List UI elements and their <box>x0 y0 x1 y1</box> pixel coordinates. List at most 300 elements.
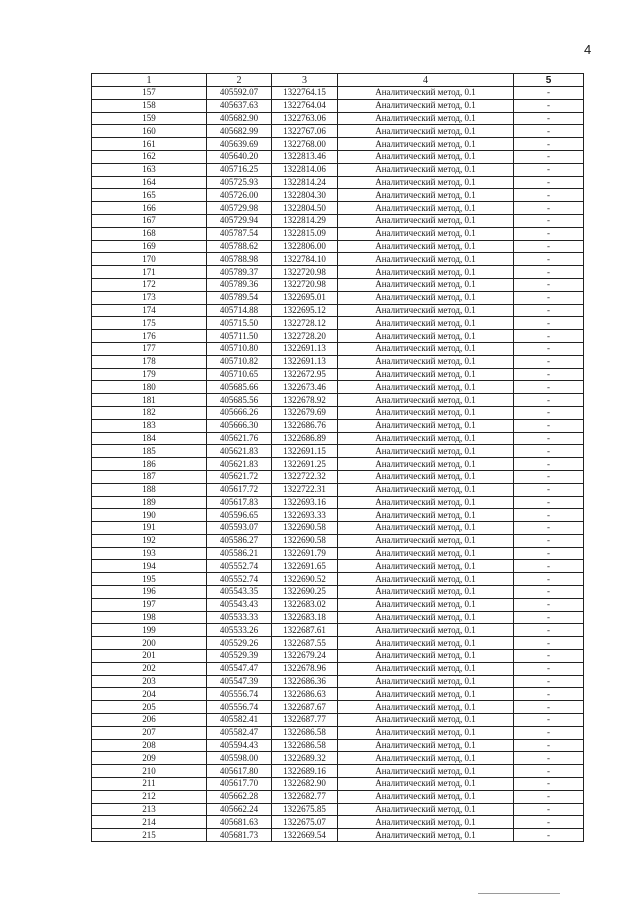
cell-y-coordinate: 1322764.15 <box>272 87 338 100</box>
cell-y-coordinate: 1322720.98 <box>272 266 338 279</box>
cell-y-coordinate: 1322686.89 <box>272 432 338 445</box>
cell-description: - <box>514 483 584 496</box>
cell-method: Аналитический метод, 0.1 <box>338 202 514 215</box>
table-row <box>92 496 584 509</box>
cell-method: Аналитический метод, 0.1 <box>338 406 514 419</box>
cell-x-coordinate: 405716.25 <box>207 163 272 176</box>
cell-point-number: 182 <box>92 406 207 419</box>
cell-x-coordinate: 405556.74 <box>207 701 272 714</box>
cell-description: - <box>514 778 584 791</box>
cell-y-coordinate: 1322814.29 <box>272 214 338 227</box>
table-row <box>92 202 584 215</box>
cell-x-coordinate: 405598.00 <box>207 752 272 765</box>
cell-point-number: 179 <box>92 368 207 381</box>
cell-method: Аналитический метод, 0.1 <box>338 675 514 688</box>
cell-x-coordinate: 405547.47 <box>207 662 272 675</box>
cell-description: - <box>514 381 584 394</box>
cell-point-number: 172 <box>92 278 207 291</box>
cell-description: - <box>514 112 584 125</box>
cell-description: - <box>514 662 584 675</box>
cell-y-coordinate: 1322678.92 <box>272 394 338 407</box>
cell-x-coordinate: 405729.98 <box>207 202 272 215</box>
cell-point-number: 171 <box>92 266 207 279</box>
cell-point-number: 194 <box>92 560 207 573</box>
cell-point-number: 197 <box>92 598 207 611</box>
cell-point-number: 166 <box>92 202 207 215</box>
table-row <box>92 688 584 701</box>
cell-method: Аналитический метод, 0.1 <box>338 662 514 675</box>
cell-point-number: 207 <box>92 726 207 739</box>
cell-point-number: 187 <box>92 470 207 483</box>
cell-y-coordinate: 1322720.98 <box>272 278 338 291</box>
cell-y-coordinate: 1322682.77 <box>272 790 338 803</box>
cell-point-number: 215 <box>92 829 207 842</box>
cell-x-coordinate: 405593.07 <box>207 522 272 535</box>
cell-method: Аналитический метод, 0.1 <box>338 483 514 496</box>
cell-point-number: 209 <box>92 752 207 765</box>
cell-method: Аналитический метод, 0.1 <box>338 624 514 637</box>
cell-y-coordinate: 1322814.06 <box>272 163 338 176</box>
cell-point-number: 176 <box>92 330 207 343</box>
cell-method: Аналитический метод, 0.1 <box>338 586 514 599</box>
cell-y-coordinate: 1322693.16 <box>272 496 338 509</box>
table-body <box>92 87 584 842</box>
cell-description: - <box>514 355 584 368</box>
cell-point-number: 163 <box>92 163 207 176</box>
cell-point-number: 213 <box>92 803 207 816</box>
cell-y-coordinate: 1322675.85 <box>272 803 338 816</box>
table-row <box>92 662 584 675</box>
cell-x-coordinate: 405617.70 <box>207 778 272 791</box>
cell-description: - <box>514 214 584 227</box>
cell-method: Аналитический метод, 0.1 <box>338 522 514 535</box>
cell-point-number: 185 <box>92 445 207 458</box>
table-row <box>92 381 584 394</box>
cell-y-coordinate: 1322687.55 <box>272 637 338 650</box>
cell-description: - <box>514 701 584 714</box>
cell-point-number: 161 <box>92 138 207 151</box>
cell-point-number: 180 <box>92 381 207 394</box>
cell-x-coordinate: 405729.94 <box>207 214 272 227</box>
cell-y-coordinate: 1322672.95 <box>272 368 338 381</box>
cell-method: Аналитический метод, 0.1 <box>338 688 514 701</box>
cell-x-coordinate: 405788.98 <box>207 253 272 266</box>
cell-method: Аналитический метод, 0.1 <box>338 790 514 803</box>
cell-x-coordinate: 405586.27 <box>207 534 272 547</box>
cell-x-coordinate: 405533.26 <box>207 624 272 637</box>
table-row <box>92 624 584 637</box>
cell-description: - <box>514 547 584 560</box>
cell-x-coordinate: 405788.62 <box>207 240 272 253</box>
table-row <box>92 227 584 240</box>
cell-y-coordinate: 1322691.25 <box>272 458 338 471</box>
cell-point-number: 214 <box>92 816 207 829</box>
cell-description: - <box>514 470 584 483</box>
cell-y-coordinate: 1322691.13 <box>272 355 338 368</box>
cell-method: Аналитический метод, 0.1 <box>338 470 514 483</box>
cell-method: Аналитический метод, 0.1 <box>338 458 514 471</box>
cell-x-coordinate: 405666.30 <box>207 419 272 432</box>
cell-y-coordinate: 1322689.16 <box>272 765 338 778</box>
cell-description: - <box>514 432 584 445</box>
cell-point-number: 192 <box>92 534 207 547</box>
cell-description: - <box>514 573 584 586</box>
cell-point-number: 186 <box>92 458 207 471</box>
cell-description: - <box>514 598 584 611</box>
cell-method: Аналитический метод, 0.1 <box>338 138 514 151</box>
cell-x-coordinate: 405543.43 <box>207 598 272 611</box>
cell-x-coordinate: 405552.74 <box>207 560 272 573</box>
cell-y-coordinate: 1322669.54 <box>272 829 338 842</box>
cell-y-coordinate: 1322686.36 <box>272 675 338 688</box>
cell-x-coordinate: 405710.82 <box>207 355 272 368</box>
cell-x-coordinate: 405711.50 <box>207 330 272 343</box>
cell-description: - <box>514 99 584 112</box>
cell-point-number: 174 <box>92 304 207 317</box>
cell-method: Аналитический метод, 0.1 <box>338 816 514 829</box>
cell-method: Аналитический метод, 0.1 <box>338 739 514 752</box>
cell-point-number: 189 <box>92 496 207 509</box>
cell-point-number: 195 <box>92 573 207 586</box>
cell-y-coordinate: 1322806.00 <box>272 240 338 253</box>
cell-description: - <box>514 138 584 151</box>
cell-method: Аналитический метод, 0.1 <box>338 394 514 407</box>
cell-description: - <box>514 522 584 535</box>
table-row <box>92 790 584 803</box>
cell-description: - <box>514 342 584 355</box>
cell-point-number: 173 <box>92 291 207 304</box>
cell-method: Аналитический метод, 0.1 <box>338 125 514 138</box>
cell-description: - <box>514 790 584 803</box>
cell-method: Аналитический метод, 0.1 <box>338 637 514 650</box>
table-row <box>92 355 584 368</box>
cell-point-number: 184 <box>92 432 207 445</box>
cell-description: - <box>514 304 584 317</box>
header-row <box>92 74 584 87</box>
cell-description: - <box>514 240 584 253</box>
cell-method: Аналитический метод, 0.1 <box>338 803 514 816</box>
cell-y-coordinate: 1322675.07 <box>272 816 338 829</box>
cell-point-number: 167 <box>92 214 207 227</box>
cell-method: Аналитический метод, 0.1 <box>338 368 514 381</box>
table-row <box>92 598 584 611</box>
cell-point-number: 159 <box>92 112 207 125</box>
table-row <box>92 650 584 663</box>
cell-method: Аналитический метод, 0.1 <box>338 547 514 560</box>
cell-x-coordinate: 405789.54 <box>207 291 272 304</box>
cell-description: - <box>514 291 584 304</box>
cell-y-coordinate: 1322683.18 <box>272 611 338 624</box>
cell-y-coordinate: 1322690.58 <box>272 534 338 547</box>
cell-method: Аналитический метод, 0.1 <box>338 573 514 586</box>
table-row <box>92 726 584 739</box>
table-row <box>92 330 584 343</box>
cell-description: - <box>514 726 584 739</box>
table-row <box>92 509 584 522</box>
cell-y-coordinate: 1322686.63 <box>272 688 338 701</box>
cell-method: Аналитический метод, 0.1 <box>338 778 514 791</box>
cell-y-coordinate: 1322686.76 <box>272 419 338 432</box>
cell-method: Аналитический метод, 0.1 <box>338 304 514 317</box>
cell-x-coordinate: 405582.41 <box>207 714 272 727</box>
cell-point-number: 193 <box>92 547 207 560</box>
cell-point-number: 177 <box>92 342 207 355</box>
cell-method: Аналитический метод, 0.1 <box>338 240 514 253</box>
cell-method: Аналитический метод, 0.1 <box>338 445 514 458</box>
cell-method: Аналитический метод, 0.1 <box>338 560 514 573</box>
cell-point-number: 206 <box>92 714 207 727</box>
table-row <box>92 714 584 727</box>
cell-y-coordinate: 1322673.46 <box>272 381 338 394</box>
cell-method: Аналитический метод, 0.1 <box>338 432 514 445</box>
table-row <box>92 406 584 419</box>
cell-point-number: 200 <box>92 637 207 650</box>
table-row <box>92 547 584 560</box>
table-row <box>92 99 584 112</box>
cell-description: - <box>514 765 584 778</box>
cell-x-coordinate: 405596.65 <box>207 509 272 522</box>
table-row <box>92 278 584 291</box>
cell-method: Аналитический метод, 0.1 <box>338 330 514 343</box>
cell-x-coordinate: 405621.83 <box>207 458 272 471</box>
table-row <box>92 637 584 650</box>
cell-point-number: 175 <box>92 317 207 330</box>
table-row <box>92 803 584 816</box>
table-row <box>92 291 584 304</box>
cell-x-coordinate: 405714.88 <box>207 304 272 317</box>
cell-method: Аналитический метод, 0.1 <box>338 714 514 727</box>
cell-description: - <box>514 394 584 407</box>
cell-x-coordinate: 405556.74 <box>207 688 272 701</box>
table-row <box>92 701 584 714</box>
cell-y-coordinate: 1322687.77 <box>272 714 338 727</box>
table-row <box>92 458 584 471</box>
cell-method: Аналитический метод, 0.1 <box>338 163 514 176</box>
cell-x-coordinate: 405621.72 <box>207 470 272 483</box>
cell-method: Аналитический метод, 0.1 <box>338 381 514 394</box>
table-row <box>92 432 584 445</box>
cell-y-coordinate: 1322687.61 <box>272 624 338 637</box>
cell-method: Аналитический метод, 0.1 <box>338 176 514 189</box>
cell-method: Аналитический метод, 0.1 <box>338 752 514 765</box>
cell-x-coordinate: 405543.35 <box>207 586 272 599</box>
cell-x-coordinate: 405617.80 <box>207 765 272 778</box>
cell-description: - <box>514 803 584 816</box>
cell-y-coordinate: 1322804.30 <box>272 189 338 202</box>
cell-x-coordinate: 405666.26 <box>207 406 272 419</box>
cell-y-coordinate: 1322768.00 <box>272 138 338 151</box>
cell-method: Аналитический метод, 0.1 <box>338 317 514 330</box>
cell-point-number: 188 <box>92 483 207 496</box>
cell-point-number: 164 <box>92 176 207 189</box>
cell-point-number: 157 <box>92 87 207 100</box>
cell-x-coordinate: 405529.39 <box>207 650 272 663</box>
cell-y-coordinate: 1322691.79 <box>272 547 338 560</box>
cell-x-coordinate: 405637.63 <box>207 99 272 112</box>
cell-y-coordinate: 1322722.32 <box>272 470 338 483</box>
table-row <box>92 739 584 752</box>
cell-point-number: 160 <box>92 125 207 138</box>
cell-description: - <box>514 816 584 829</box>
page-number: 4 <box>584 42 592 57</box>
cell-x-coordinate: 405586.21 <box>207 547 272 560</box>
table-row <box>92 611 584 624</box>
cell-method: Аналитический метод, 0.1 <box>338 534 514 547</box>
cell-method: Аналитический метод, 0.1 <box>338 765 514 778</box>
cell-x-coordinate: 405789.37 <box>207 266 272 279</box>
cell-x-coordinate: 405662.24 <box>207 803 272 816</box>
cell-x-coordinate: 405639.69 <box>207 138 272 151</box>
cell-method: Аналитический метод, 0.1 <box>338 701 514 714</box>
cell-point-number: 196 <box>92 586 207 599</box>
cell-x-coordinate: 405640.20 <box>207 150 272 163</box>
cell-x-coordinate: 405787.54 <box>207 227 272 240</box>
table-row <box>92 534 584 547</box>
cell-description: - <box>514 688 584 701</box>
cell-x-coordinate: 405621.76 <box>207 432 272 445</box>
cell-description: - <box>514 266 584 279</box>
cell-method: Аналитический метод, 0.1 <box>338 650 514 663</box>
cell-description: - <box>514 176 584 189</box>
cell-point-number: 205 <box>92 701 207 714</box>
cell-y-coordinate: 1322678.96 <box>272 662 338 675</box>
cell-y-coordinate: 1322679.69 <box>272 406 338 419</box>
cell-description: - <box>514 406 584 419</box>
cell-y-coordinate: 1322814.24 <box>272 176 338 189</box>
cell-description: - <box>514 586 584 599</box>
table-row <box>92 394 584 407</box>
cell-description: - <box>514 368 584 381</box>
cell-method: Аналитический метод, 0.1 <box>338 227 514 240</box>
cell-x-coordinate: 405617.72 <box>207 483 272 496</box>
cell-y-coordinate: 1322728.20 <box>272 330 338 343</box>
table-row <box>92 163 584 176</box>
cell-point-number: 204 <box>92 688 207 701</box>
cell-x-coordinate: 405710.65 <box>207 368 272 381</box>
cell-point-number: 170 <box>92 253 207 266</box>
cell-method: Аналитический метод, 0.1 <box>338 419 514 432</box>
cell-y-coordinate: 1322687.67 <box>272 701 338 714</box>
cell-point-number: 210 <box>92 765 207 778</box>
cell-description: - <box>514 611 584 624</box>
cell-x-coordinate: 405726.00 <box>207 189 272 202</box>
table-header <box>92 74 584 87</box>
cell-description: - <box>514 163 584 176</box>
cell-y-coordinate: 1322689.32 <box>272 752 338 765</box>
cell-description: - <box>514 752 584 765</box>
cell-y-coordinate: 1322682.90 <box>272 778 338 791</box>
cell-x-coordinate: 405685.66 <box>207 381 272 394</box>
header-point-number: 1 <box>92 74 207 87</box>
table-row <box>92 752 584 765</box>
cell-x-coordinate: 405662.28 <box>207 790 272 803</box>
table-row <box>92 470 584 483</box>
cell-y-coordinate: 1322686.58 <box>272 726 338 739</box>
cell-description: - <box>514 278 584 291</box>
table-row <box>92 304 584 317</box>
cell-description: - <box>514 675 584 688</box>
table-row <box>92 125 584 138</box>
cell-x-coordinate: 405715.50 <box>207 317 272 330</box>
cell-y-coordinate: 1322695.01 <box>272 291 338 304</box>
cell-description: - <box>514 534 584 547</box>
cell-y-coordinate: 1322690.58 <box>272 522 338 535</box>
header-x-coordinate: 2 <box>207 74 272 87</box>
cell-y-coordinate: 1322804.50 <box>272 202 338 215</box>
table-row <box>92 253 584 266</box>
table-row <box>92 368 584 381</box>
cell-method: Аналитический метод, 0.1 <box>338 496 514 509</box>
cell-method: Аналитический метод, 0.1 <box>338 150 514 163</box>
footer-line <box>478 893 560 894</box>
cell-description: - <box>514 714 584 727</box>
cell-method: Аналитический метод, 0.1 <box>338 189 514 202</box>
cell-x-coordinate: 405789.36 <box>207 278 272 291</box>
table-row <box>92 778 584 791</box>
cell-y-coordinate: 1322691.15 <box>272 445 338 458</box>
cell-point-number: 178 <box>92 355 207 368</box>
cell-description: - <box>514 253 584 266</box>
table-row <box>92 214 584 227</box>
cell-description: - <box>514 829 584 842</box>
cell-description: - <box>514 150 584 163</box>
cell-point-number: 198 <box>92 611 207 624</box>
cell-x-coordinate: 405529.26 <box>207 637 272 650</box>
table-row <box>92 342 584 355</box>
table-row <box>92 419 584 432</box>
cell-description: - <box>514 624 584 637</box>
cell-method: Аналитический метод, 0.1 <box>338 253 514 266</box>
cell-point-number: 158 <box>92 99 207 112</box>
cell-y-coordinate: 1322784.10 <box>272 253 338 266</box>
table-row <box>92 560 584 573</box>
table-row <box>92 816 584 829</box>
cell-point-number: 199 <box>92 624 207 637</box>
cell-description: - <box>514 445 584 458</box>
cell-point-number: 165 <box>92 189 207 202</box>
cell-y-coordinate: 1322690.52 <box>272 573 338 586</box>
cell-method: Аналитический метод, 0.1 <box>338 829 514 842</box>
cell-y-coordinate: 1322691.65 <box>272 560 338 573</box>
cell-y-coordinate: 1322683.02 <box>272 598 338 611</box>
cell-description: - <box>514 189 584 202</box>
cell-method: Аналитический метод, 0.1 <box>338 112 514 125</box>
cell-point-number: 201 <box>92 650 207 663</box>
cell-x-coordinate: 405681.73 <box>207 829 272 842</box>
cell-y-coordinate: 1322722.31 <box>272 483 338 496</box>
table-row <box>92 176 584 189</box>
cell-y-coordinate: 1322690.25 <box>272 586 338 599</box>
table-row <box>92 189 584 202</box>
cell-x-coordinate: 405533.33 <box>207 611 272 624</box>
cell-point-number: 190 <box>92 509 207 522</box>
cell-point-number: 202 <box>92 662 207 675</box>
cell-description: - <box>514 739 584 752</box>
cell-description: - <box>514 317 584 330</box>
cell-x-coordinate: 405592.07 <box>207 87 272 100</box>
coordinates-table <box>91 73 584 842</box>
table-row <box>92 675 584 688</box>
cell-x-coordinate: 405621.83 <box>207 445 272 458</box>
cell-point-number: 169 <box>92 240 207 253</box>
cell-y-coordinate: 1322691.13 <box>272 342 338 355</box>
cell-point-number: 203 <box>92 675 207 688</box>
cell-y-coordinate: 1322764.04 <box>272 99 338 112</box>
cell-x-coordinate: 405685.56 <box>207 394 272 407</box>
cell-method: Аналитический метод, 0.1 <box>338 99 514 112</box>
table-row <box>92 266 584 279</box>
table-row <box>92 240 584 253</box>
